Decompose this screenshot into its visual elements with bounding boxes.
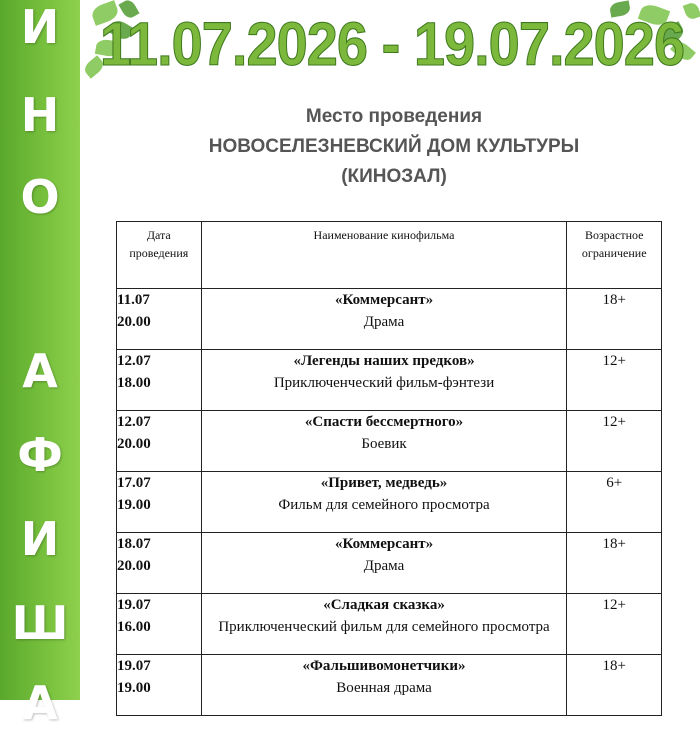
film-info: «Коммерсант» Драма: [201, 533, 567, 594]
age-rating: 6+: [567, 472, 662, 533]
show-datetime: 11.07 20.00: [117, 289, 202, 350]
table-row: [117, 289, 662, 350]
banner-letter: Ш: [11, 596, 69, 650]
venue-hall: (КИНОЗАЛ): [341, 166, 447, 187]
age-rating: 12+: [567, 594, 662, 655]
show-datetime: 19.07 19.00: [117, 655, 202, 716]
film-info: «Коммерсант» Драма: [201, 289, 567, 350]
age-rating: 18+: [567, 655, 662, 716]
age-rating: 18+: [567, 533, 662, 594]
film-info: «Фальшивомонетчики» Военная драма: [201, 655, 567, 716]
show-datetime: 18.07 20.00: [117, 533, 202, 594]
film-info: «Привет, медведь» Фильм для семейного просмотра: [201, 472, 567, 533]
side-banner: [0, 0, 80, 730]
show-datetime: 19.07 16.00: [117, 594, 202, 655]
banner-letter: О: [20, 170, 60, 224]
table-row: [117, 350, 662, 411]
date-range-title: 11.07.2026 - 19.07.2026: [99, 9, 685, 79]
banner-letter: И: [20, 0, 60, 54]
banner-letter: Ф: [17, 428, 63, 482]
film-info: «Сладкая сказка» Приключенческий фильм для семейного просмотра: [201, 594, 567, 655]
header-title: Наименование кинофильма: [201, 222, 567, 289]
show-datetime: 12.07 20.00: [117, 411, 202, 472]
header-date: Дата проведения: [117, 222, 202, 289]
banner-letter: И: [20, 512, 60, 566]
film-info: «Спасти бессмертного» Боевик: [201, 411, 567, 472]
age-rating: 18+: [567, 289, 662, 350]
table-row: [117, 655, 662, 716]
header-age: Возрастное ограничение: [567, 222, 662, 289]
film-info: «Легенды наших предков» Приключенческий фильм-фэнтези: [201, 350, 567, 411]
show-datetime: 17.07 19.00: [117, 472, 202, 533]
table-row: [117, 411, 662, 472]
table-row: [117, 472, 662, 533]
age-rating: 12+: [567, 350, 662, 411]
banner-letter: А: [22, 344, 58, 398]
schedule-table: [116, 221, 662, 716]
age-rating: 12+: [567, 411, 662, 472]
banner-letter: Н: [20, 88, 60, 142]
venue-name: НОВОСЕЛЕЗНЕВСКИЙ ДОМ КУЛЬТУРЫ: [208, 136, 580, 157]
table-row: [117, 594, 662, 655]
banner-letter: А: [22, 676, 58, 730]
show-datetime: 12.07 18.00: [117, 350, 202, 411]
table-header-row: [117, 222, 662, 289]
venue-label: Место проведения: [305, 106, 483, 127]
table-row: [117, 533, 662, 594]
